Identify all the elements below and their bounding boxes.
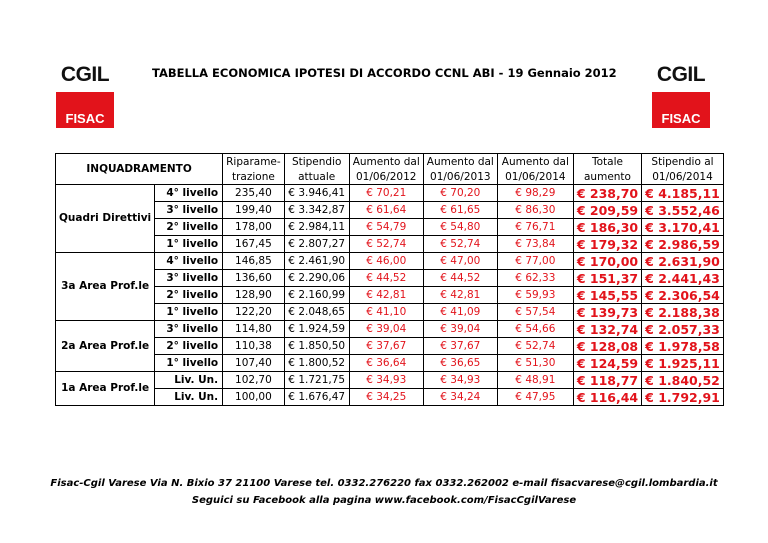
table-row xyxy=(56,287,724,304)
aumento-2013-cell: € 61,65 xyxy=(423,202,497,219)
stipendio-attuale-cell: € 3.946,41 xyxy=(284,185,349,202)
table-row xyxy=(56,338,724,355)
aumento-2014-cell: € 52,74 xyxy=(497,338,573,355)
table-row xyxy=(56,219,724,236)
stipendio-attuale-cell: € 1.800,52 xyxy=(284,355,349,372)
stipendio-attuale-cell: € 1.721,75 xyxy=(284,372,349,389)
header-totale-2: aumento xyxy=(573,169,641,185)
aumento-2013-cell: € 42,81 xyxy=(423,287,497,304)
header-aumento-2014: Aumento dal xyxy=(497,154,573,170)
riparametrazione-cell: 102,70 xyxy=(223,372,285,389)
aumento-2013-cell: € 34,93 xyxy=(423,372,497,389)
level-cell: 4° livello xyxy=(155,185,223,202)
level-cell: Liv. Un. xyxy=(155,372,223,389)
group-label: 1a Area Prof.le xyxy=(56,372,155,406)
header-stipendio-al-2: 01/06/2014 xyxy=(642,169,724,185)
level-cell: 2° livello xyxy=(155,287,223,304)
table-row xyxy=(56,321,724,338)
stipendio-attuale-cell: € 1.676,47 xyxy=(284,389,349,406)
logo-top-text: CGIL xyxy=(652,58,710,92)
table-row xyxy=(56,185,724,202)
stipendio-attuale-cell: € 3.342,87 xyxy=(284,202,349,219)
aumento-2012-cell: € 61,64 xyxy=(349,202,423,219)
totale-aumento-cell: € 132,74 xyxy=(573,321,641,338)
totale-aumento-cell: € 118,77 xyxy=(573,372,641,389)
logo-bottom-text: FISAC xyxy=(661,111,701,126)
cgil-fisac-logo-left xyxy=(56,58,114,128)
aumento-2014-cell: € 98,29 xyxy=(497,185,573,202)
totale-aumento-cell: € 124,59 xyxy=(573,355,641,372)
logo-top-text: CGIL xyxy=(56,58,114,92)
header-aumento-2013: Aumento dal xyxy=(423,154,497,170)
aumento-2014-cell: € 59,93 xyxy=(497,287,573,304)
header-aumento-2012: Aumento dal xyxy=(349,154,423,170)
level-cell: 4° livello xyxy=(155,253,223,270)
table-row xyxy=(56,202,724,219)
stipendio-finale-cell: € 4.185,11 xyxy=(642,185,724,202)
aumento-2013-cell: € 36,65 xyxy=(423,355,497,372)
aumento-2014-cell: € 76,71 xyxy=(497,219,573,236)
riparametrazione-cell: 178,00 xyxy=(223,219,285,236)
totale-aumento-cell: € 238,70 xyxy=(573,185,641,202)
riparametrazione-cell: 167,45 xyxy=(223,236,285,253)
aumento-2012-cell: € 54,79 xyxy=(349,219,423,236)
cgil-fisac-logo-right xyxy=(652,58,710,128)
totale-aumento-cell: € 209,59 xyxy=(573,202,641,219)
salary-table xyxy=(55,153,724,406)
stipendio-finale-cell: € 2.986,59 xyxy=(642,236,724,253)
header-totale: Totale xyxy=(573,154,641,170)
riparametrazione-cell: 100,00 xyxy=(223,389,285,406)
riparametrazione-cell: 128,90 xyxy=(223,287,285,304)
stipendio-attuale-cell: € 2.160,99 xyxy=(284,287,349,304)
aumento-2014-cell: € 86,30 xyxy=(497,202,573,219)
aumento-2013-cell: € 54,80 xyxy=(423,219,497,236)
level-cell: 1° livello xyxy=(155,355,223,372)
riparametrazione-cell: 146,85 xyxy=(223,253,285,270)
stipendio-attuale-cell: € 1.924,59 xyxy=(284,321,349,338)
aumento-2014-cell: € 51,30 xyxy=(497,355,573,372)
totale-aumento-cell: € 186,30 xyxy=(573,219,641,236)
table-row xyxy=(56,355,724,372)
aumento-2012-cell: € 44,52 xyxy=(349,270,423,287)
totale-aumento-cell: € 139,73 xyxy=(573,304,641,321)
logo-bottom-text: FISAC xyxy=(65,111,105,126)
totale-aumento-cell: € 128,08 xyxy=(573,338,641,355)
stipendio-finale-cell: € 1.978,58 xyxy=(642,338,724,355)
totale-aumento-cell: € 116,44 xyxy=(573,389,641,406)
riparametrazione-cell: 107,40 xyxy=(223,355,285,372)
table-row xyxy=(56,270,724,287)
aumento-2013-cell: € 47,00 xyxy=(423,253,497,270)
aumento-2012-cell: € 34,93 xyxy=(349,372,423,389)
stipendio-finale-cell: € 2.057,33 xyxy=(642,321,724,338)
level-cell: 3° livello xyxy=(155,270,223,287)
aumento-2014-cell: € 77,00 xyxy=(497,253,573,270)
header-aumento-2012-2: 01/06/2012 xyxy=(349,169,423,185)
riparametrazione-cell: 199,40 xyxy=(223,202,285,219)
stipendio-finale-cell: € 2.188,38 xyxy=(642,304,724,321)
level-cell: 3° livello xyxy=(155,202,223,219)
aumento-2012-cell: € 39,04 xyxy=(349,321,423,338)
header-stipendio: Stipendio xyxy=(284,154,349,170)
group-label: 3a Area Prof.le xyxy=(56,253,155,321)
aumento-2012-cell: € 42,81 xyxy=(349,287,423,304)
header-riparametrazione-2: trazione xyxy=(223,169,285,185)
aumento-2012-cell: € 46,00 xyxy=(349,253,423,270)
riparametrazione-cell: 114,80 xyxy=(223,321,285,338)
aumento-2012-cell: € 37,67 xyxy=(349,338,423,355)
totale-aumento-cell: € 145,55 xyxy=(573,287,641,304)
riparametrazione-cell: 122,20 xyxy=(223,304,285,321)
aumento-2014-cell: € 57,54 xyxy=(497,304,573,321)
level-cell: 1° livello xyxy=(155,236,223,253)
stipendio-finale-cell: € 3.552,46 xyxy=(642,202,724,219)
stipendio-finale-cell: € 2.631,90 xyxy=(642,253,724,270)
header-aumento-2014-2: 01/06/2014 xyxy=(497,169,573,185)
group-label: Quadri Direttivi xyxy=(56,185,155,253)
aumento-2014-cell: € 48,91 xyxy=(497,372,573,389)
level-cell: 1° livello xyxy=(155,304,223,321)
table-row xyxy=(56,236,724,253)
stipendio-finale-cell: € 1.792,91 xyxy=(642,389,724,406)
aumento-2012-cell: € 41,10 xyxy=(349,304,423,321)
header-stipendio-al: Stipendio al xyxy=(642,154,724,170)
stipendio-attuale-cell: € 2.984,11 xyxy=(284,219,349,236)
aumento-2013-cell: € 52,74 xyxy=(423,236,497,253)
aumento-2012-cell: € 36,64 xyxy=(349,355,423,372)
header-inquadramento: INQUADRAMENTO xyxy=(56,154,223,185)
page-title: TABELLA ECONOMICA IPOTESI DI ACCORDO CCNL ABI - 19 Gennaio 2012 xyxy=(152,66,617,80)
aumento-2013-cell: € 39,04 xyxy=(423,321,497,338)
stipendio-finale-cell: € 2.306,54 xyxy=(642,287,724,304)
table-row xyxy=(56,304,724,321)
riparametrazione-cell: 235,40 xyxy=(223,185,285,202)
table-row xyxy=(56,372,724,389)
stipendio-attuale-cell: € 2.461,90 xyxy=(284,253,349,270)
stipendio-attuale-cell: € 2.290,06 xyxy=(284,270,349,287)
aumento-2013-cell: € 37,67 xyxy=(423,338,497,355)
aumento-2012-cell: € 34,25 xyxy=(349,389,423,406)
aumento-2014-cell: € 62,33 xyxy=(497,270,573,287)
aumento-2012-cell: € 52,74 xyxy=(349,236,423,253)
totale-aumento-cell: € 170,00 xyxy=(573,253,641,270)
table-row xyxy=(56,389,724,406)
aumento-2012-cell: € 70,21 xyxy=(349,185,423,202)
stipendio-finale-cell: € 3.170,41 xyxy=(642,219,724,236)
level-cell: 2° livello xyxy=(155,219,223,236)
aumento-2014-cell: € 73,84 xyxy=(497,236,573,253)
aumento-2013-cell: € 70,20 xyxy=(423,185,497,202)
header-aumento-2013-2: 01/06/2013 xyxy=(423,169,497,185)
level-cell: 2° livello xyxy=(155,338,223,355)
totale-aumento-cell: € 179,32 xyxy=(573,236,641,253)
totale-aumento-cell: € 151,37 xyxy=(573,270,641,287)
aumento-2014-cell: € 54,66 xyxy=(497,321,573,338)
stipendio-finale-cell: € 2.441,43 xyxy=(642,270,724,287)
table-row xyxy=(56,253,724,270)
stipendio-attuale-cell: € 1.850,50 xyxy=(284,338,349,355)
stipendio-finale-cell: € 1.840,52 xyxy=(642,372,724,389)
level-cell: Liv. Un. xyxy=(155,389,223,406)
riparametrazione-cell: 110,38 xyxy=(223,338,285,355)
level-cell: 3° livello xyxy=(155,321,223,338)
footer-facebook: Seguici su Facebook alla pagina www.facebook.com/FisacCgilVarese xyxy=(191,495,577,506)
aumento-2014-cell: € 47,95 xyxy=(497,389,573,406)
stipendio-finale-cell: € 1.925,11 xyxy=(642,355,724,372)
stipendio-attuale-cell: € 2.048,65 xyxy=(284,304,349,321)
header-riparametrazione: Riparame- xyxy=(223,154,285,170)
group-label: 2a Area Prof.le xyxy=(56,321,155,372)
stipendio-attuale-cell: € 2.807,27 xyxy=(284,236,349,253)
aumento-2013-cell: € 41,09 xyxy=(423,304,497,321)
aumento-2013-cell: € 44,52 xyxy=(423,270,497,287)
header-stipendio-2: attuale xyxy=(284,169,349,185)
footer-contact: Fisac-Cgil Varese Via N. Bixio 37 21100 Varese tel. 0332.276220 fax 0332.262002 e-mail fisacvarese@cgil.lombardia.it xyxy=(50,478,718,489)
riparametrazione-cell: 136,60 xyxy=(223,270,285,287)
aumento-2013-cell: € 34,24 xyxy=(423,389,497,406)
